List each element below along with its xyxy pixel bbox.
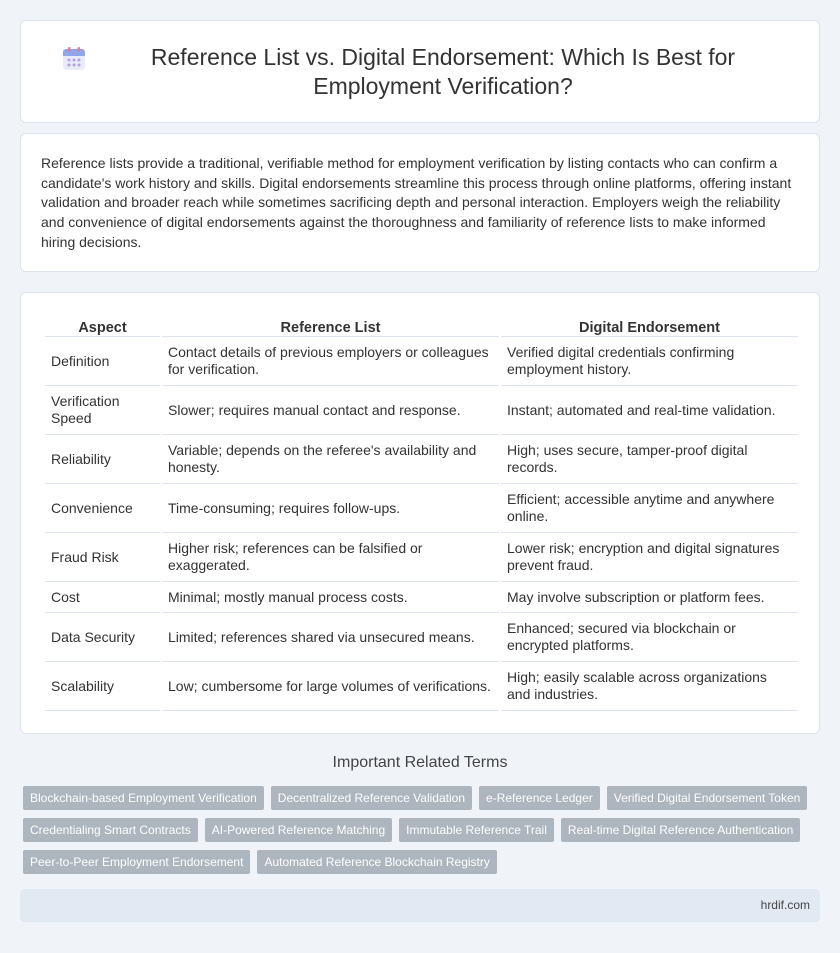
table-row xyxy=(45,337,798,386)
cell-digital-endorsement: High; uses secure, tamper-proof digital records. xyxy=(501,435,798,484)
page-title: Reference List vs. Digital Endorsement: Which Is Best for Employment Verification? xyxy=(150,43,736,99)
cell-reference-list: Limited; references shared via unsecured means. xyxy=(162,613,499,662)
related-terms-tags xyxy=(23,786,823,882)
related-tag[interactable]: Immutable Reference Trail xyxy=(399,818,554,842)
related-tag[interactable]: Blockchain-based Employment Verification xyxy=(23,786,264,810)
cell-aspect: Cost xyxy=(45,582,160,613)
cell-aspect: Reliability xyxy=(45,435,160,484)
comparison-table xyxy=(43,313,800,711)
tag-row xyxy=(23,850,823,874)
intro-card xyxy=(20,133,820,272)
cell-digital-endorsement: Lower risk; encryption and digital signatures prevent fraud. xyxy=(501,533,798,582)
cell-reference-list: Higher risk; references can be falsified or exaggerated. xyxy=(162,533,499,582)
cell-reference-list: Contact details of previous employers or colleagues for verification. xyxy=(162,337,499,386)
table-row xyxy=(45,662,798,711)
footer-site-link[interactable]: hrdif.com xyxy=(760,898,810,912)
header-digital-endorsement: Digital Endorsement xyxy=(501,313,798,337)
cell-digital-endorsement: Verified digital credentials confirming employment history. xyxy=(501,337,798,386)
title-card xyxy=(20,20,820,123)
related-tag[interactable]: Real-time Digital Reference Authentication xyxy=(561,818,800,842)
cell-aspect: Data Security xyxy=(45,613,160,662)
cell-reference-list: Minimal; mostly manual process costs. xyxy=(162,582,499,613)
related-tag[interactable]: Decentralized Reference Validation xyxy=(271,786,472,810)
table-row xyxy=(45,533,798,582)
related-tag[interactable]: Automated Reference Blockchain Registry xyxy=(257,850,496,874)
cell-reference-list: Slower; requires manual contact and response. xyxy=(162,386,499,435)
cell-aspect: Verification Speed xyxy=(45,386,160,435)
cell-digital-endorsement: High; easily scalable across organizations and industries. xyxy=(501,662,798,711)
cell-reference-list: Time-consuming; requires follow-ups. xyxy=(162,484,499,533)
table-row xyxy=(45,435,798,484)
related-tag[interactable]: Verified Digital Endorsement Token xyxy=(607,786,808,810)
cell-reference-list: Variable; depends on the referee's availability and honesty. xyxy=(162,435,499,484)
cell-digital-endorsement: May involve subscription or platform fees. xyxy=(501,582,798,613)
header-aspect: Aspect xyxy=(45,313,160,337)
related-terms-title: Important Related Terms xyxy=(332,754,508,771)
related-tag[interactable]: AI-Powered Reference Matching xyxy=(205,818,392,842)
intro-paragraph: Reference lists provide a traditional, verifiable method for employment verification by listing contacts who can confirm a candidate's work history and skills. Digital endorsements streamline this process through online platforms, offering instant validation and broader reach while sometimes sacrificing depth and personal interaction. Employers weigh the reliability and convenience of digital endorsements against the thoroughness and familiarity of reference lists to make informed hiring decisions. xyxy=(41,155,792,250)
title-wrap xyxy=(21,43,819,101)
footer xyxy=(20,889,820,922)
cell-digital-endorsement: Instant; automated and real-time validation. xyxy=(501,386,798,435)
tag-row xyxy=(23,786,823,810)
cell-digital-endorsement: Efficient; accessible anytime and anywhere online. xyxy=(501,484,798,533)
table-header-row xyxy=(45,313,798,337)
table-row xyxy=(45,613,798,662)
comparison-table-card xyxy=(20,292,820,734)
cell-aspect: Scalability xyxy=(45,662,160,711)
related-tag[interactable]: Credentialing Smart Contracts xyxy=(23,818,198,842)
cell-aspect: Fraud Risk xyxy=(45,533,160,582)
related-tag[interactable]: Peer-to-Peer Employment Endorsement xyxy=(23,850,250,874)
table-row xyxy=(45,484,798,533)
header-reference-list: Reference List xyxy=(162,313,499,337)
related-tag[interactable]: e-Reference Ledger xyxy=(479,786,600,810)
cell-aspect: Convenience xyxy=(45,484,160,533)
table-row xyxy=(45,386,798,435)
table-row xyxy=(45,582,798,613)
calendar-icon xyxy=(61,46,87,72)
cell-aspect: Definition xyxy=(45,337,160,386)
cell-digital-endorsement: Enhanced; secured via blockchain or encrypted platforms. xyxy=(501,613,798,662)
cell-reference-list: Low; cumbersome for large volumes of verifications. xyxy=(162,662,499,711)
tag-row xyxy=(23,818,823,842)
